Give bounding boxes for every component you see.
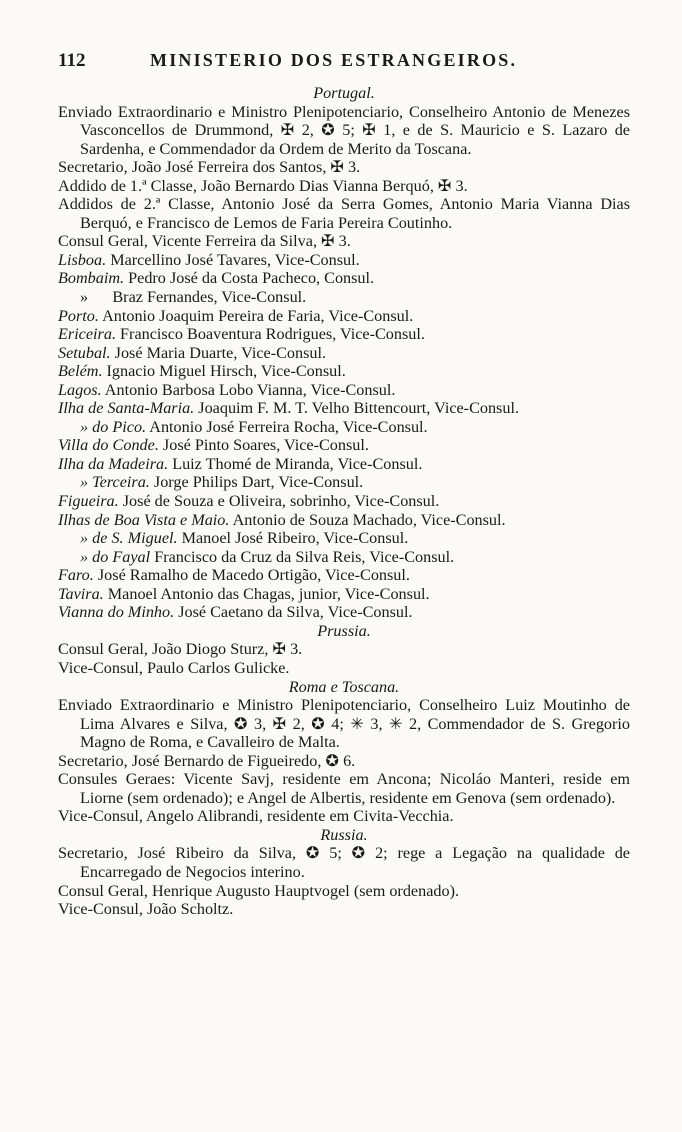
consul-text: Antonio Barbosa Lobo Vianna, Vice-Consul. (104, 380, 396, 399)
consul-text: Antonio de Souza Machado, Vice-Consul. (232, 510, 506, 529)
consul-text: Braz Fernandes, Vice-Consul. (112, 288, 307, 307)
entry-consul-geral-prussia: Consul Geral, João Diogo Sturz, ✠ 3. (58, 640, 303, 659)
place-name: Faro. (58, 566, 94, 585)
consul-text: José Pinto Soares, Vice-Consul. (162, 436, 369, 455)
entry-enviado-portugal: Enviado Extraordinario e Ministro Plenipotenciario, Conselheiro Antonio de Menezes Vasconcellos de Drummond, ✠ 2, ✪ 5; ✠ 1, e de S. Mauricio e S. Lazaro de Sardenha, e Commendador da Ordem de Merito da Toscana. (58, 102, 630, 158)
consulate-entry (58, 325, 630, 344)
consulate-entry (58, 381, 630, 400)
consulate-entry (58, 585, 630, 604)
place-name: Figueira. (58, 492, 119, 511)
consulate-entry (58, 529, 630, 548)
page-number: 112 (58, 50, 86, 71)
place-name: Tavira. (58, 584, 104, 603)
consul-text: Pedro José da Costa Pacheco, Consul. (128, 269, 375, 288)
consul-text: Manoel Antonio das Chagas, junior, Vice-Consul. (107, 584, 430, 603)
consulate-entry (58, 251, 630, 270)
consul-text: José Caetano da Silva, Vice-Consul. (178, 603, 413, 622)
consul-text: José de Souza e Oliveira, sobrinho, Vice-Consul. (122, 492, 440, 511)
place-name: Porto. (58, 306, 99, 325)
consulate-entry (58, 603, 630, 622)
consulate-entry (58, 288, 630, 307)
consul-text: Jorge Philips Dart, Vice-Consul. (153, 473, 364, 492)
consulate-entry (58, 455, 630, 474)
section-heading-prussia: Prussia. (317, 621, 371, 640)
place-name: Setubal. (58, 343, 111, 362)
consul-text: Ignacio Miguel Hirsch, Vice-Consul. (106, 362, 346, 381)
entry-consul-geral-russia: Consul Geral, Henrique Augusto Hauptvogel (sem ordenado). (58, 881, 460, 900)
consul-text: Antonio Joaquim Pereira de Faria, Vice-Consul. (102, 306, 414, 325)
section-heading-russia: Russia. (320, 825, 368, 844)
place-name: Lagos. (58, 380, 102, 399)
place-name: Ilha de Santa-Maria. (58, 399, 195, 418)
consulate-entry (58, 492, 630, 511)
place-name: Ilhas de Boa Vista e Maio. (58, 510, 230, 529)
consulate-entry (58, 511, 630, 530)
consul-text: Marcellino José Tavares, Vice-Consul. (110, 250, 360, 269)
entry-vice-consul-russia: Vice-Consul, João Scholtz. (58, 900, 234, 919)
page-body (58, 84, 630, 919)
consulate-entry (58, 307, 630, 326)
entry-secretario-portugal: Secretario, João José Ferreira dos Santos, ✠ 3. (58, 158, 361, 177)
entry-addidos-2: Addidos de 2.ª Classe, Antonio José da Serra Gomes, Antonio Maria Vianna Dias Berquó, e Francisco de Lemos de Faria Pereira Coutinho. (58, 195, 630, 232)
place-name: » Terceira. (80, 473, 150, 492)
consulate-entry (58, 362, 630, 381)
place-name: Ericeira. (58, 325, 116, 344)
consulate-entry (58, 548, 630, 567)
entry-enviado-roma: Enviado Extraordinario e Ministro Plenipotenciario, Conselheiro Luiz Moutinho de Lima Alvares e Silva, ✪ 3, ✠ 2, ✪ 4; ✳ 3, ✳ 2, Commendador de S. Gregorio Magno de Roma, e Cavalleiro de Malta. (58, 696, 630, 752)
place-name: » do Fayal (80, 547, 151, 566)
place-name: Belém. (58, 362, 103, 381)
consul-text: José Maria Duarte, Vice-Consul. (114, 343, 327, 362)
place-name: » do Pico. (80, 417, 147, 436)
consul-text: Francisco Boaventura Rodrigues, Vice-Consul. (120, 325, 425, 344)
consul-text: Joaquim F. M. T. Velho Bittencourt, Vice-Consul. (198, 399, 519, 418)
entry-vice-consul-roma: Vice-Consul, Angelo Alibrandi, residente em Civita-Vecchia. (58, 807, 454, 826)
place-name: » de S. Miguel. (80, 529, 178, 548)
entry-vice-consul-prussia: Vice-Consul, Paulo Carlos Gulicke. (58, 658, 290, 677)
section-heading-roma: Roma e Toscana. (288, 677, 400, 696)
consulate-entry (58, 418, 630, 437)
running-title: MINISTERIO DOS ESTRANGEIROS. (150, 50, 518, 70)
consulate-entry (58, 269, 630, 288)
consulate-entry (58, 473, 630, 492)
place-name: Ilha da Madeira. (58, 454, 169, 473)
section-heading-portugal: Portugal. (313, 84, 375, 102)
entry-addido-1: Addido de 1.ª Classe, João Bernardo Dias Vianna Berquó, ✠ 3. (58, 176, 468, 195)
page-header (58, 50, 642, 76)
entry-secretario-russia: Secretario, José Ribeiro da Silva, ✪ 5; ✪ 2; rege a Legação na qualidade de Encarregado de Negocios interino. (58, 844, 630, 881)
place-name: Lisboa. (58, 250, 107, 269)
consul-text: Manoel José Ribeiro, Vice-Consul. (181, 529, 409, 548)
consul-text: Francisco da Cruz da Silva Reis, Vice-Consul. (154, 547, 455, 566)
consul-text: Luiz Thomé de Miranda, Vice-Consul. (172, 454, 423, 473)
place-name: Vianna do Minho. (58, 603, 175, 622)
place-name: Villa do Conde. (58, 436, 159, 455)
consulate-entry (58, 399, 630, 418)
ditto-mark: » (80, 288, 89, 307)
consul-text: José Ramalho de Macedo Ortigão, Vice-Consul. (97, 566, 410, 585)
consul-text: Antonio José Ferreira Rocha, Vice-Consul. (149, 417, 428, 436)
consulate-entry (58, 566, 630, 585)
consulate-entry (58, 344, 630, 363)
entry-consules-geraes: Consules Geraes: Vicente Savj, residente em Ancona; Nicoláo Manteri, reside em Liorne (sem ordenado); e Angel de Albertis, residente em Genova (sem ordenado). (58, 770, 630, 807)
consulate-entry (58, 436, 630, 455)
entry-consul-geral-portugal: Consul Geral, Vicente Ferreira da Silva, ✠ 3. (58, 232, 351, 251)
place-name: Bombaim. (58, 269, 125, 288)
entry-secretario-roma: Secretario, José Bernardo de Figueiredo, ✪ 6. (58, 751, 356, 770)
